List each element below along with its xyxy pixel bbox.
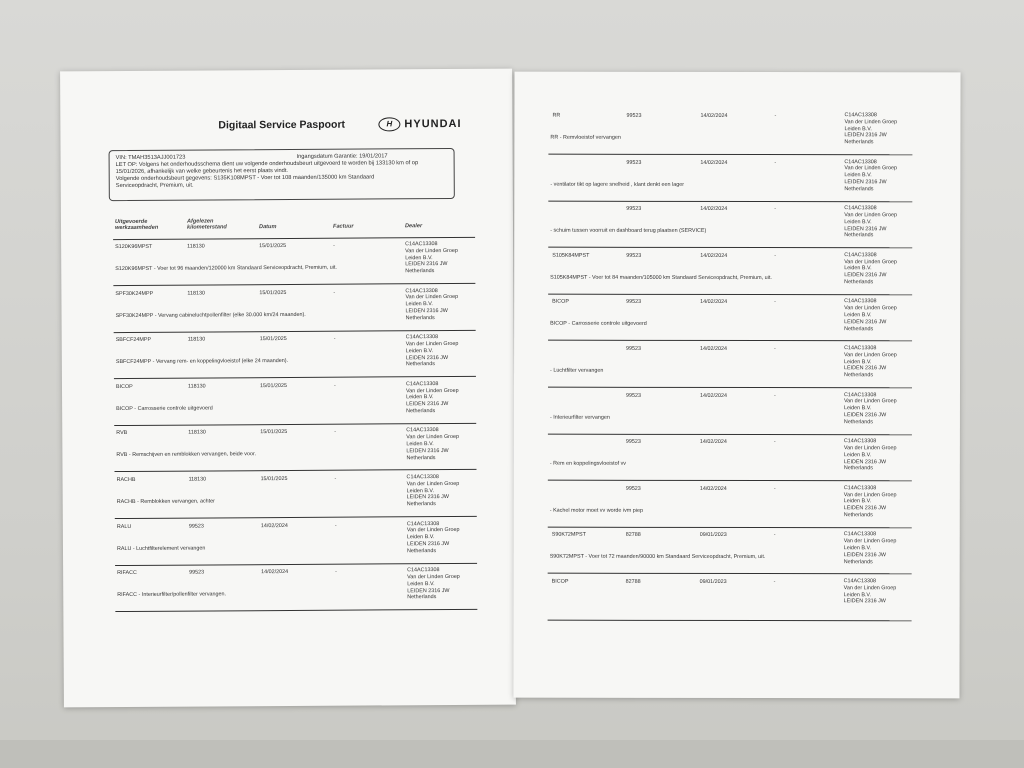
dealer-line: C14AC13308 xyxy=(405,334,439,341)
entry-date: 15/01/2025 xyxy=(259,243,287,250)
service-entry xyxy=(548,108,912,156)
dealer-line: Van der Linden Groep xyxy=(843,445,897,452)
dealer-line: Leiden B.V. xyxy=(406,441,434,448)
dealer-line: C14AC13308 xyxy=(844,345,877,352)
service-entry xyxy=(113,283,475,332)
entry-km: 99523 xyxy=(626,205,642,213)
dealer-line: C14AC13308 xyxy=(406,520,440,527)
entry-description: BICOP - Carrosserie controle uitgevoerd xyxy=(550,321,647,328)
hyundai-logo-icon: H xyxy=(378,117,400,131)
entry-km: 118130 xyxy=(187,336,206,343)
dealer-line: Netherlands xyxy=(843,558,873,565)
dealer-line: C14AC13308 xyxy=(843,578,877,585)
service-entry xyxy=(114,330,476,379)
dealer-line: Van der Linden Groep xyxy=(405,294,459,301)
dealer-line: Van der Linden Groep xyxy=(407,573,460,581)
service-entry xyxy=(114,423,476,472)
dealer-line: LEIDEN 2316 JW xyxy=(843,551,886,559)
entry-km: 118130 xyxy=(187,243,205,250)
entry-invoice: - xyxy=(334,475,337,482)
header-invoice: Factuur xyxy=(332,223,354,230)
dealer-line: Van der Linden Groep xyxy=(406,434,459,441)
dealer-line: LEIDEN 2316 JW xyxy=(844,225,887,232)
entry-km: 99523 xyxy=(189,569,205,576)
entry-description: - Interieurfilter vervangen xyxy=(549,414,610,421)
dealer-line: Leiden B.V. xyxy=(406,534,435,541)
entry-dealer xyxy=(407,567,460,601)
warranty-date-text: Ingangsdatum Garantie: 19/01/2017 xyxy=(296,153,388,160)
entry-dealer xyxy=(844,392,897,426)
entry-description: S90K72MPST - Voer tot 72 maanden/90000 km Standaard Serviceopdracht, Premium, uit. xyxy=(549,554,766,561)
service-entry xyxy=(548,341,912,389)
entry-description: - schuim tussen voorruit en dashboard terug plaatsen (SERVICE) xyxy=(550,227,707,235)
dealer-line: Leiden B.V. xyxy=(406,487,435,494)
entry-date: 14/02/2024 xyxy=(261,569,289,576)
entry-description: RALU - Luchtfilterelement vervangen xyxy=(116,545,206,552)
dealer-line: Netherlands xyxy=(405,314,435,322)
dealer-line: Netherlands xyxy=(843,465,873,472)
dealer-line: LEIDEN 2316 JW xyxy=(843,505,887,512)
dealer-line: Netherlands xyxy=(406,547,437,555)
dealer-line: Netherlands xyxy=(844,279,874,286)
entry-description: - Rem en koppelingsvloeistof vv xyxy=(549,460,626,467)
dealer-line: C14AC13308 xyxy=(844,298,877,305)
dealer-line: Van der Linden Groep xyxy=(406,480,460,488)
dealer-line: Van der Linden Groep xyxy=(844,165,898,172)
entry-km: 99523 xyxy=(626,345,642,352)
entry-code: SPF30K24MPP xyxy=(115,290,154,297)
entry-code: RALU xyxy=(116,523,132,530)
entry-date: 14/02/2024 xyxy=(700,252,728,259)
entry-invoice: - xyxy=(333,289,336,296)
entry-invoice: - xyxy=(774,113,777,120)
entry-description: RIFACC - Interieurfilter/pollenfilter vervangen. xyxy=(117,591,227,599)
entry-km: 99523 xyxy=(625,485,641,492)
entry-invoice: - xyxy=(774,346,776,353)
entry-date: 15/01/2025 xyxy=(260,476,288,483)
entry-date: 15/01/2025 xyxy=(260,429,288,436)
service-entry xyxy=(548,527,912,575)
dealer-line: LEIDEN 2316 JW xyxy=(405,308,448,315)
entry-dealer xyxy=(405,288,458,322)
entry-dealer xyxy=(405,241,458,275)
dealer-line: C14AC13308 xyxy=(844,205,877,212)
dealer-line: Netherlands xyxy=(844,372,874,379)
dealer-line: Leiden B.V. xyxy=(843,498,872,505)
notice-line-1: LET OP: Volgens het onderhoudsschema dient uw volgende onderhoudsbeurt uitgevoerd te worden bij 133130 km of op xyxy=(115,160,419,169)
vin-text: VIN: TMAH3513AJJ001723 xyxy=(115,154,186,162)
dealer-line: Leiden B.V. xyxy=(405,254,433,261)
dealer-line: Netherlands xyxy=(406,454,436,461)
entry-invoice: - xyxy=(774,159,777,166)
entry-km: 99523 xyxy=(188,523,204,530)
service-entry xyxy=(548,201,912,249)
entry-date: 14/02/2024 xyxy=(260,522,288,529)
entry-description: SPF30K24MPP - Vervang cabineluchtpollenfilter (elke 30.000 km/24 maanden). xyxy=(115,311,306,319)
dealer-line: Netherlands xyxy=(844,232,874,239)
service-entry xyxy=(548,154,912,202)
dealer-line: LEIDEN 2316 JW xyxy=(406,541,450,548)
entry-dealer xyxy=(407,474,460,508)
dealer-line: LEIDEN 2316 JW xyxy=(844,318,887,326)
entry-invoice: - xyxy=(773,485,776,492)
dealer-line: Netherlands xyxy=(406,408,436,415)
entry-dealer xyxy=(844,485,897,519)
entry-dealer xyxy=(844,532,897,566)
dealer-line: C14AC13308 xyxy=(407,567,440,574)
entry-description: RR - Remvloeistof vervangen xyxy=(550,134,621,141)
dealer-line: Van der Linden Groep xyxy=(844,351,897,359)
entry-code: S105K84MPST xyxy=(552,252,590,259)
dealer-line: Van der Linden Groep xyxy=(405,247,458,255)
entry-description: - ventilator tikt op lagere snelheid , klant denkt een lager xyxy=(550,181,685,188)
entry-date: 15/01/2025 xyxy=(259,336,287,343)
service-entry xyxy=(114,377,476,426)
document-title: Digitaal Service Paspoort xyxy=(218,118,346,132)
entry-code: BICOP xyxy=(552,299,569,306)
entry-km: 82788 xyxy=(625,578,641,585)
dealer-line: Van der Linden Groep xyxy=(844,258,897,265)
dealer-line: Netherlands xyxy=(844,139,874,146)
dealer-line: Netherlands xyxy=(405,268,435,275)
entry-date: 14/02/2024 xyxy=(699,485,727,492)
dealer-line: C14AC13308 xyxy=(843,484,877,492)
entry-invoice: - xyxy=(773,392,776,399)
dealer-line: C14AC13308 xyxy=(844,251,877,259)
entry-dealer xyxy=(406,427,459,461)
entry-km: 118130 xyxy=(187,290,206,297)
entry-km: 99523 xyxy=(625,392,641,399)
entry-code: BICOP xyxy=(115,383,133,390)
dealer-line: Van der Linden Groep xyxy=(405,340,459,348)
dealer-line: C14AC13308 xyxy=(843,391,877,398)
document-page-left xyxy=(60,69,516,708)
entry-km: 118130 xyxy=(188,476,207,483)
entry-date: 15/01/2025 xyxy=(259,382,287,389)
dealer-line: Leiden B.V. xyxy=(844,358,872,365)
dealer-line: Van der Linden Groep xyxy=(844,212,897,219)
entry-code: SBFCF24MPP xyxy=(115,337,152,344)
dealer-line: LEIDEN 2316 JW xyxy=(843,598,886,605)
service-entry xyxy=(548,387,912,435)
dealer-line: Leiden B.V. xyxy=(843,591,872,598)
dealer-line: LEIDEN 2316 JW xyxy=(844,365,887,372)
entry-dealer xyxy=(844,345,897,379)
dealer-line: LEIDEN 2316 JW xyxy=(844,179,887,186)
entry-code: BICOP xyxy=(551,578,569,585)
entry-dealer xyxy=(844,578,897,605)
dealer-line: LEIDEN 2316 JW xyxy=(843,412,887,419)
dealer-line: Leiden B.V. xyxy=(405,301,433,308)
entry-km: 99523 xyxy=(625,438,641,446)
dealer-line: C14AC13308 xyxy=(406,427,439,434)
dealer-line: LEIDEN 2316 JW xyxy=(405,261,448,268)
entry-dealer xyxy=(844,205,897,239)
entry-date: 14/02/2024 xyxy=(700,299,728,306)
dealer-line: Leiden B.V. xyxy=(406,394,434,401)
dealer-line: C14AC13308 xyxy=(843,531,877,538)
entry-code: S120K96MPST xyxy=(115,243,153,251)
dealer-line: Netherlands xyxy=(844,185,874,193)
header-dealer: Dealer xyxy=(404,223,423,230)
entry-description: BICOP - Carrosserie controle uitgevoerd xyxy=(116,405,213,412)
vehicle-info-box xyxy=(109,148,455,201)
next-service-line-2: Serviceopdracht, Premium, uit. xyxy=(115,182,194,190)
dealer-line: Leiden B.V. xyxy=(407,580,435,588)
table-surface xyxy=(0,740,1024,768)
entry-code: S90K72MPST xyxy=(551,532,586,539)
dealer-line: LEIDEN 2316 JW xyxy=(844,272,887,279)
entry-km: 82788 xyxy=(625,532,641,539)
entry-invoice: - xyxy=(334,429,337,436)
entry-date: 14/02/2024 xyxy=(700,206,728,213)
dealer-line: LEIDEN 2316 JW xyxy=(844,132,887,139)
entry-km: 99523 xyxy=(626,252,642,259)
entry-dealer xyxy=(844,159,897,193)
dealer-line: C14AC13308 xyxy=(405,241,438,248)
entry-invoice: - xyxy=(774,206,777,213)
notice-line-2: 15/01/2026, afhankelijk van welke gebeurtenis het eerst plaats vindt. xyxy=(115,168,289,176)
entry-description: - Luchtfilter vervangen xyxy=(550,367,604,374)
dealer-line: Leiden B.V. xyxy=(844,312,872,319)
service-entry xyxy=(115,563,477,612)
dealer-line: Van der Linden Groep xyxy=(844,118,898,126)
dealer-line: LEIDEN 2316 JW xyxy=(405,354,449,361)
entry-invoice: - xyxy=(333,382,336,389)
entry-km: 118130 xyxy=(187,383,206,390)
service-entry xyxy=(548,574,912,622)
entry-description: RACHB - Remblokken vervangen, achter xyxy=(116,498,215,506)
entry-invoice: - xyxy=(774,252,777,259)
dealer-line: Leiden B.V. xyxy=(844,265,872,272)
dealer-line: C14AC13308 xyxy=(405,380,439,388)
entry-date: 14/02/2024 xyxy=(700,112,728,119)
header-work: Uitgevoerde werkzaamheden xyxy=(114,218,159,232)
entry-description: RVB - Remschijven en remblokken vervangen, beide voor. xyxy=(116,451,256,459)
dealer-line: Van der Linden Groep xyxy=(844,305,897,312)
entry-km: 99523 xyxy=(626,159,642,166)
document-page-right xyxy=(513,72,960,699)
dealer-line: Netherlands xyxy=(843,512,873,519)
dealer-line: Netherlands xyxy=(407,594,437,601)
entry-invoice: - xyxy=(334,522,337,529)
dealer-line: Leiden B.V. xyxy=(843,405,872,412)
entry-invoice: - xyxy=(773,439,776,446)
entry-invoice: - xyxy=(774,299,776,306)
dealer-line: LEIDEN 2316 JW xyxy=(406,401,449,408)
dealer-line: LEIDEN 2316 JW xyxy=(406,447,449,455)
dealer-line: C14AC13308 xyxy=(843,438,877,445)
entry-dealer xyxy=(406,381,459,415)
dealer-line: LEIDEN 2316 JW xyxy=(407,587,450,594)
entry-code: RR xyxy=(552,112,561,119)
service-entry xyxy=(115,516,477,565)
brand-name: HYUNDAI xyxy=(404,117,462,131)
dealer-line: Van der Linden Groep xyxy=(406,387,459,394)
service-entry xyxy=(548,480,912,528)
entry-date: 09/01/2023 xyxy=(699,532,727,539)
entry-invoice: - xyxy=(773,579,776,586)
entry-code: RIFACC xyxy=(117,570,137,577)
dealer-line: Van der Linden Groep xyxy=(843,538,897,545)
dealer-line: C14AC13308 xyxy=(844,112,877,119)
dealer-line: Van der Linden Groep xyxy=(843,491,897,498)
entry-date: 14/02/2024 xyxy=(699,392,727,399)
entry-description: - Kachel motor moet vv worde ivm piep xyxy=(549,507,643,514)
dealer-line: LEIDEN 2316 JW xyxy=(406,494,449,501)
service-entry xyxy=(548,434,912,482)
dealer-line: Van der Linden Groep xyxy=(843,584,897,592)
dealer-line: Leiden B.V. xyxy=(405,347,434,355)
entry-dealer xyxy=(406,334,459,368)
dealer-line: C14AC13308 xyxy=(844,158,877,165)
dealer-line: LEIDEN 2316 JW xyxy=(843,458,887,465)
dealer-line: C14AC13308 xyxy=(406,474,439,481)
entry-dealer xyxy=(844,112,897,146)
entry-km: 99523 xyxy=(626,299,642,306)
entry-invoice: - xyxy=(333,335,336,342)
entry-invoice: - xyxy=(773,532,776,539)
dealer-line: Leiden B.V. xyxy=(843,545,872,552)
entry-dealer xyxy=(844,299,897,333)
entry-invoice: - xyxy=(333,242,335,249)
entry-date: 14/02/2024 xyxy=(700,345,728,352)
service-entry xyxy=(548,247,912,295)
entry-date: 15/01/2025 xyxy=(259,289,287,296)
entry-dealer xyxy=(407,521,460,555)
entry-description: S105K84MPST - Voer tot 84 maanden/105000 km Standaard Serviceopdracht, Premium, uit. xyxy=(550,274,772,281)
dealer-line: Netherlands xyxy=(843,418,874,426)
service-entry xyxy=(115,470,477,519)
dealer-line: Leiden B.V. xyxy=(843,451,872,459)
entry-date: 09/01/2023 xyxy=(699,578,727,585)
entry-date: 14/02/2024 xyxy=(699,439,727,446)
entry-dealer xyxy=(844,252,897,286)
dealer-line: Netherlands xyxy=(844,325,874,332)
header-date: Datum xyxy=(258,224,277,231)
entry-code: RVB xyxy=(116,430,128,437)
dealer-line: Netherlands xyxy=(406,501,436,508)
dealer-line: Van der Linden Groep xyxy=(843,398,897,405)
entry-code: RACHB xyxy=(116,476,136,484)
entry-description: SBFCF24MPP - Vervang rem- en koppelingvloeistof (elke 24 maanden). xyxy=(115,358,289,366)
entry-date: 14/02/2024 xyxy=(700,159,728,166)
entry-km: 99523 xyxy=(626,112,642,119)
entry-dealer xyxy=(844,438,897,472)
header-km: Afgelezen kilometerstand xyxy=(186,218,227,231)
dealer-line: Leiden B.V. xyxy=(844,172,872,179)
dealer-line: C14AC13308 xyxy=(405,287,438,294)
entry-km: 118130 xyxy=(188,429,206,437)
entry-description: S120K96MPST - Voer tot 96 maanden/120000 km Standaard Serviceopdracht, Premium, uit. xyxy=(115,264,337,273)
dealer-line: Leiden B.V. xyxy=(844,218,872,226)
next-service-line-1: Volgende onderhoudsbeurt gegevens: S135K108MPST - Voer tot 108 maanden/135000 km Standaard xyxy=(115,174,375,183)
dealer-line: Leiden B.V. xyxy=(844,125,872,132)
service-entry xyxy=(548,294,912,342)
dealer-line: Van der Linden Groep xyxy=(406,527,460,534)
hyundai-logo xyxy=(378,117,461,132)
service-entry xyxy=(113,237,475,286)
entry-invoice: - xyxy=(335,568,337,575)
dealer-line: Netherlands xyxy=(405,361,435,368)
